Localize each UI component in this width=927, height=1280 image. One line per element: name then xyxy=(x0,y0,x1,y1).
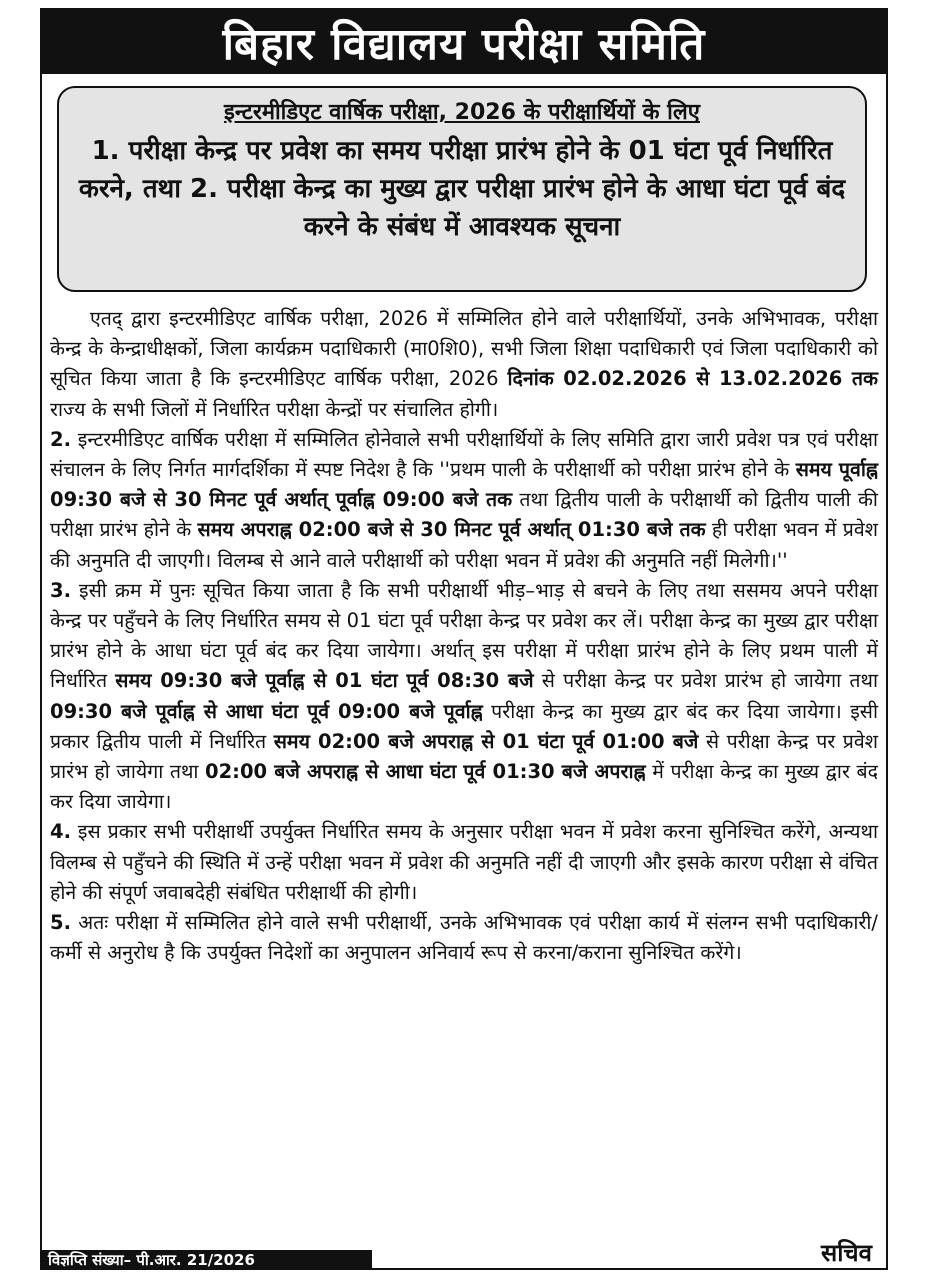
board-title-banner xyxy=(42,10,886,74)
para2-text-c: तथा द्वितीय पाली के परीक्षार्थी को द्वितीय पाली की परीक्षा प्रारंभ होने के xyxy=(50,488,878,542)
board-title: बिहार विद्यालय परीक्षा समिति xyxy=(222,19,706,70)
para3-text-e: परीक्षा केन्द्र का मुख्य द्वार बंद कर दिया जायेगा। इसी प्रकार द्वितीय पाली में निर्धारित xyxy=(50,699,878,753)
paragraph-1 xyxy=(50,304,878,425)
notice-footer xyxy=(42,1239,886,1270)
para3-first-entry-time: समय 09:30 बजे पूर्वाह्न से 01 घंटा पूर्व 08:30 बजे xyxy=(115,669,534,693)
para3-second-entry-time: समय 02:00 बजे अपराह्न से 01 घंटा पूर्व 01:00 बजे xyxy=(273,729,699,753)
paragraph-3 xyxy=(50,576,878,818)
para5-text: अतः परीक्षा में सम्मिलित होने वाले सभी परीक्षार्थी, उनके अभिभावक एवं परीक्षा कार्य में संलग्न सभी पदाधिकारी/कर्मी से अनुरोध है कि उपर्युक्त निदेशों का अनुपालन अनिवार्य रूप से करना/कराना सुनिश्चित करेंगे। xyxy=(50,911,878,965)
notice-frame xyxy=(40,8,888,1270)
subject-box xyxy=(57,86,867,292)
para3-first-gate-close: 09:30 बजे पूर्वाह्न से आधा घंटा पूर्व 09:00 बजे पूर्वाह्न xyxy=(50,699,483,723)
para1-text-c: राज्य के सभी जिलों में निर्धारित परीक्षा केन्द्रों पर संचालित होगी। xyxy=(50,397,499,421)
para3-text-c: से परीक्षा केन्द्र पर प्रवेश प्रारंभ हो जायेगा तथा xyxy=(533,669,878,693)
para2-first-shift-time: समय पूर्वाह्न 09:30 बजे से 30 मिनट पूर्व अर्थात् पूर्वाह्न 09:00 बजे तक xyxy=(50,458,878,512)
notice-body xyxy=(50,304,878,968)
para5-number: 5. xyxy=(50,911,71,935)
para3-text-i: में परीक्षा केन्द्र का मुख्य द्वार बंद कर दिया जायेगा। xyxy=(50,760,878,814)
subject-heading: इन्टरमीडिएट वार्षिक परीक्षा, 2026 के परीक्षार्थियों के लिए xyxy=(224,100,700,125)
para3-text-a: इसी क्रम में पुनः सूचित किया जाता है कि सभी परीक्षार्थी भीड़–भाड़ से बचने के लिए तथा ससमय अपने परीक्षा केन्द्र पर पहुँचने के लिए निर्धारित समय से 01 घंटा पूर्व परीक्षा केन्द्र पर प्रवेश कर लें। परीक्षा केन्द्र का मुख्य द्वार परीक्षा प्रारंभ होने के आधा घंटा पूर्व बंद कर दिया जायेगा। अर्थात् इस परीक्षा में परीक्षा प्रारंभ होने के लिए प्रथम पाली में निर्धारित xyxy=(50,578,878,693)
para2-text-a: इन्टरमीडिएट वार्षिक परीक्षा में सम्मिलित होनेवाले सभी परीक्षार्थियों के लिए समिति द्वारा जारी प्रवेश पत्र एवं परीक्षा संचालन के लिए निर्गत मार्गदर्शिका में स्पष्ट निदेश है कि ''प्रथम पाली के परीक्षार्थी को परीक्षा प्रारंभ होने के xyxy=(50,427,878,482)
paragraph-2 xyxy=(50,425,878,576)
para4-text: इस प्रकार सभी परीक्षार्थी उपर्युक्त निर्धारित समय के अनुसार परीक्षा भवन में प्रवेश करना सुनिश्चित करेंगे, अन्यथा विलम्ब से पहुँचने की स्थिति में उन्हें परीक्षा भवन में प्रवेश की अनुमति नहीं दी जाएगी और इसके कारण परीक्षा से वंचित होने की संपूर्ण जवाबदेही संबंधित परीक्षार्थी की होगी। xyxy=(50,820,878,904)
para2-text-e: ही परीक्षा भवन में प्रवेश की अनुमति दी जाएगी। विलम्ब से आने वाले परीक्षार्थी को परीक्षा भवन में प्रवेश की अनुमति नहीं मिलेगी।'' xyxy=(50,518,878,572)
para2-number: 2. xyxy=(50,427,71,451)
notice-number: विज्ञप्ति संख्या– पी.आर. 21/2026 xyxy=(42,1250,372,1270)
signatory: सचिव xyxy=(820,1239,872,1267)
para4-number: 4. xyxy=(50,820,71,844)
paragraph-5 xyxy=(50,908,878,968)
para2-second-shift-time: समय अपराह्न 02:00 बजे से 30 मिनट पूर्व अर्थात् 01:30 बजे तक xyxy=(197,518,706,542)
paragraph-4 xyxy=(50,817,878,908)
para3-number: 3. xyxy=(50,578,71,602)
para1-text-a: एतद् द्वारा इन्टरमीडिएट वार्षिक परीक्षा, 2026 में सम्मिलित होने वाले परीक्षार्थियों, उनके अभिभावक, परीक्षा केन्द्र के केन्द्राधीक्षकों, जिला कार्यक्रम पदाधिकारी (मा0शि0), सभी जिला शिक्षा पदाधिकारी एवं जिला पदाधिकारी को सूचित किया जाता है कि इन्टरमीडिएट वार्षिक परीक्षा, 2026 xyxy=(50,307,878,391)
para1-exam-dates: दिनांक 02.02.2026 से 13.02.2026 तक xyxy=(507,367,878,391)
subject-text: 1. परीक्षा केन्द्र पर प्रवेश का समय परीक्षा प्रारंभ होने के 01 घंटा पूर्व निर्धारित करने, तथा 2. परीक्षा केन्द्र का मुख्य द्वार परीक्षा प्रारंभ होने के आधा घंटा पूर्व बंद करने के संबंध में आवश्यक सूचना xyxy=(78,136,846,242)
para3-text-g: से परीक्षा केन्द्र पर प्रवेश प्रारंभ हो जायेगा तथा xyxy=(50,729,879,784)
para3-second-gate-close: 02:00 बजे अपराह्न से आधा घंटा पूर्व 01:30 बजे अपराह्न xyxy=(205,760,646,784)
